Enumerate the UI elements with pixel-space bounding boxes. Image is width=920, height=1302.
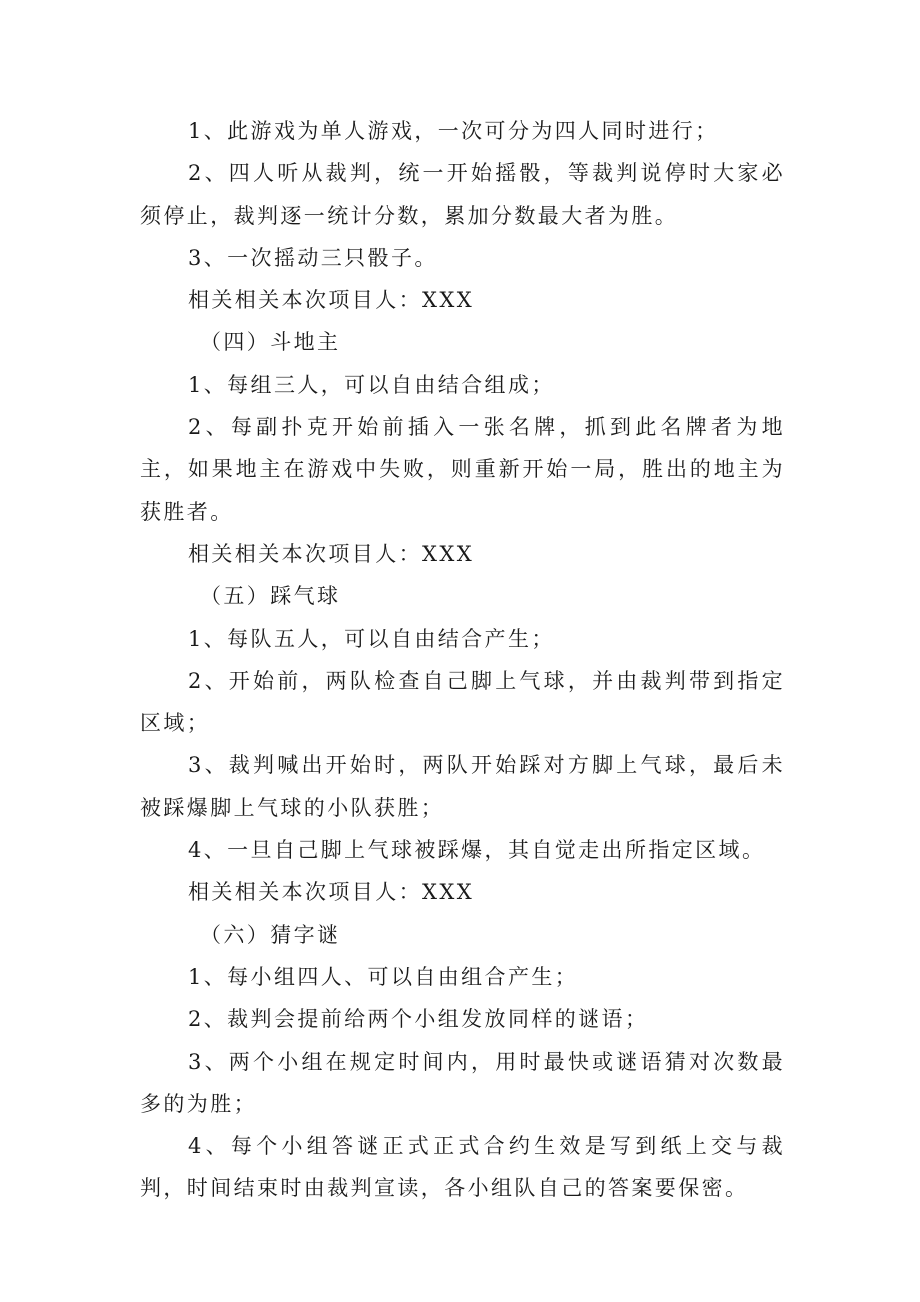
section-heading-riddle: （六）猜字谜: [200, 922, 341, 947]
section-heading-doudizhu: （四）斗地主: [200, 330, 341, 355]
paragraph-rule-2: 2、每副扑克开始前插入一张名牌，抓到此名牌者为地主，如果地主在游戏中失败，则重新开始一局，胜出的地主为获胜者。: [140, 415, 785, 524]
paragraph-responsible-person: 相关相关本次项目人：XXX: [188, 288, 475, 313]
paragraph-rule-2: 2、开始前，两队检查自己脚上气球，并由裁判带到指定区域；: [140, 668, 785, 736]
paragraph-rule-4: 4、一旦自己脚上气球被踩爆，其自觉走出所指定区域。: [188, 838, 766, 863]
paragraph-rule-1: 1、每小组四人、可以自由组合产生；: [188, 964, 579, 989]
paragraph-rule-2: 2、裁判会提前给两个小组发放同样的谜语；: [188, 1007, 649, 1032]
section-heading-balloon: （五）踩气球: [200, 584, 341, 609]
paragraph-rule-1: 1、每组三人，可以自由结合组成；: [188, 372, 555, 397]
paragraph-responsible-person: 相关相关本次项目人：XXX: [188, 880, 475, 905]
paragraph-rule-3: 3、裁判喊出开始时，两队开始踩对方脚上气球，最后未被踩爆脚上气球的小队获胜；: [140, 753, 785, 820]
paragraph-rule-1: 1、此游戏为单人游戏，一次可分为四人同时进行；: [188, 119, 719, 143]
paragraph-rule-3: 3、两个小组在规定时间内，用时最快或谜语猜对次数最多的为胜；: [140, 1049, 785, 1116]
paragraph-responsible-person: 相关相关本次项目人：XXX: [188, 541, 475, 566]
paragraph-rule-2: 2、四人听从裁判，统一开始摇骰，等裁判说停时大家必须停止，裁判逐一统计分数，累加分数最大者为胜。: [140, 161, 785, 228]
document-body: [140, 110, 785, 1210]
paragraph-rule-3: 3、一次摇动三只骰子。: [188, 245, 438, 270]
paragraph-rule-1: 1、每队五人，可以自由结合产生；: [188, 626, 555, 651]
paragraph-rule-4: 4、每个小组答谜正式正式合约生效是写到纸上交与裁判，时间结束时由裁判宣读，各小组队自己的答案要保密。: [140, 1134, 785, 1201]
